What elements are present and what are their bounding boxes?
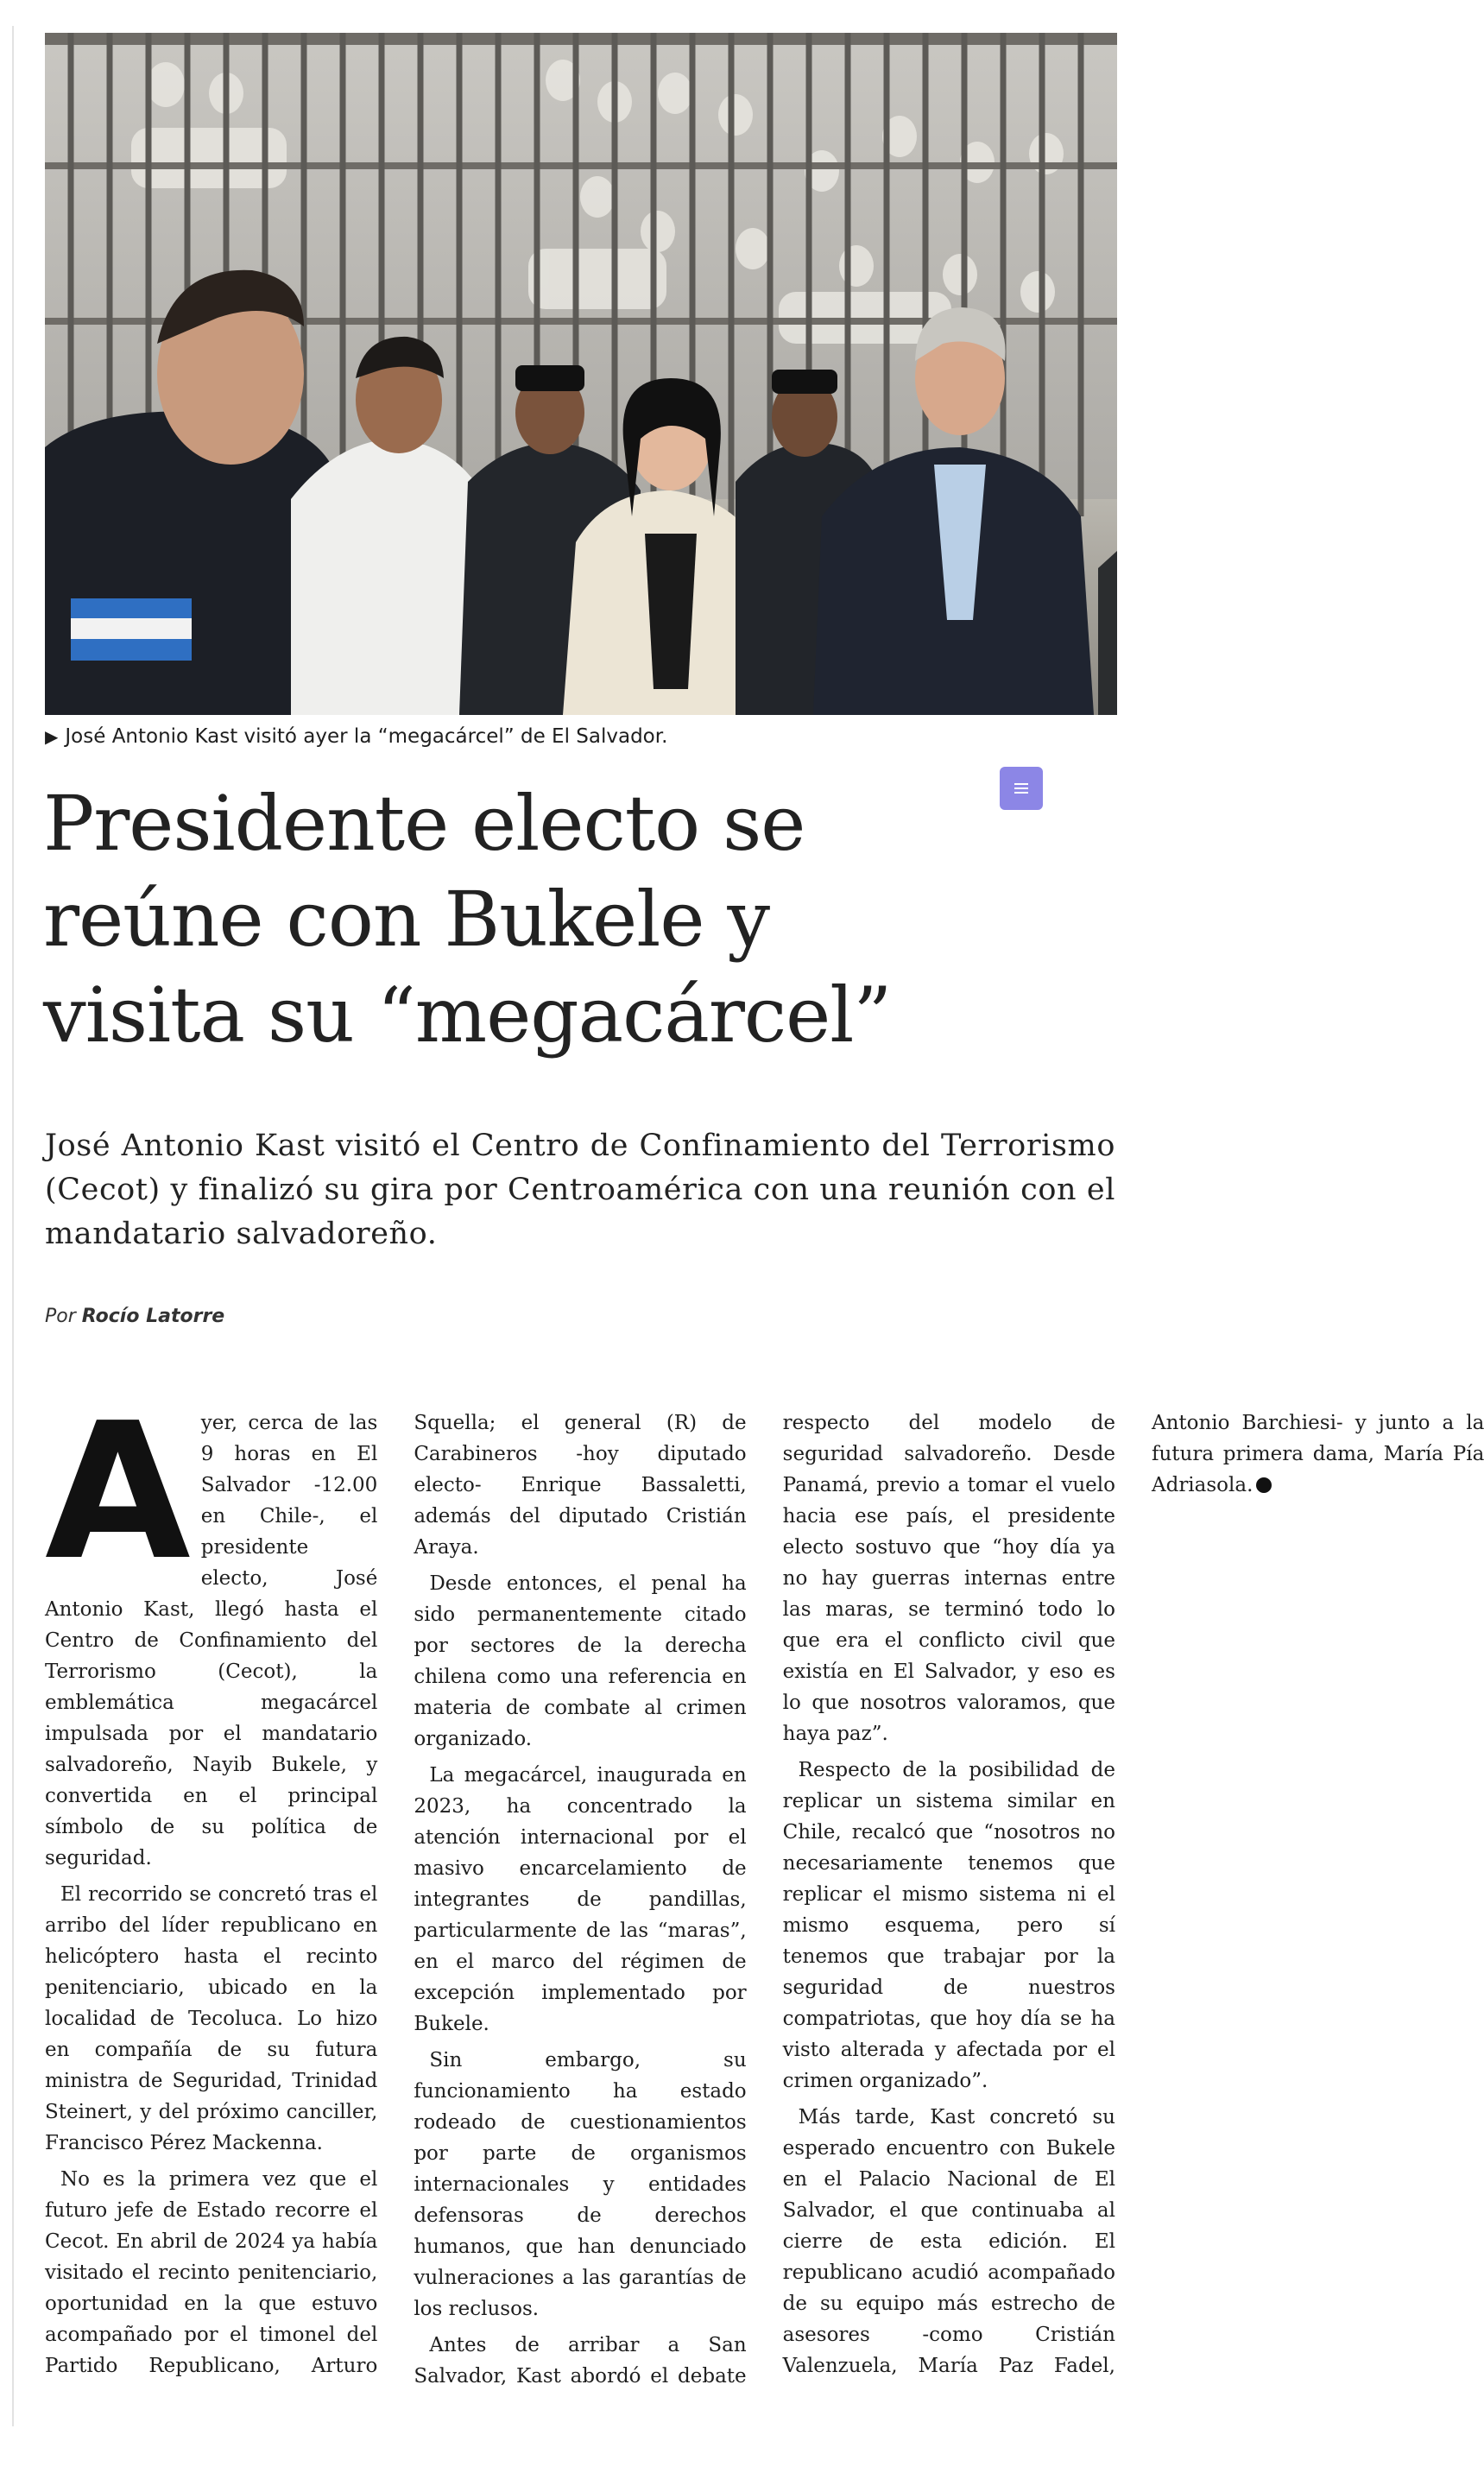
headline-line-1: Presidente electo se [43, 779, 805, 868]
byline-prefix: Por [45, 1306, 76, 1327]
caption-arrow-icon: ▶ [45, 726, 59, 747]
paragraph-8: Respecto de la posibilidad de replicar un sistema similar en Chile, recalcó que “nosotros no necesariamente tenemos que replicar el mismo sistema ni el mismo esquema, pero sí tenemos que trabajar por la seguridad de nuestros compatriotas, que hoy día se ha visto alterada y afectada por el crimen organizado”. [782, 1759, 1115, 2092]
drop-cap: A [45, 1383, 191, 1602]
photo-caption [45, 725, 1117, 748]
article-photo [45, 33, 1117, 715]
standfirst: José Antonio Kast visitó el Centro de Confinamiento del Terrorismo (Cecot) y finalizó su gira por Centroamérica con una reunión con el mandatario salvadoreño. [45, 1129, 1115, 1251]
end-mark-icon [1256, 1477, 1272, 1493]
paragraph-3: No es la primera vez que el futuro jefe de Estado recorre el Cecot. En abril de 2024 ya había visitado el recinto penitenciario, oportunidad en la que estuvo acompañado por el timonel del Partido Republicano, Arturo Squella; el general (R) de Carabineros -hoy diputado electo- Enrique Bassaletti, además del diputado Cristián Araya. [45, 1412, 747, 2377]
paragraph-1-text: yer, cerca de las 9 horas en El Salvador -12.00 en Chile-, el presidente electo, José Antonio Kast, llegó hasta el Centro de Confinamiento del Terrorismo (Cecot), la emblemática megacárcel impulsada por el mandatario salvadoreño, Nayib Bukele, y convertida en el principal símbolo de su política de seguridad. [45, 1412, 378, 1869]
byline-author: Rocío Latorre [81, 1306, 225, 1327]
paragraph-4: Desde entonces, el penal ha sido permanentemente citado por sectores de la derecha chilena como una referencia en materia de combate al crimen organizado. [414, 1572, 747, 1750]
headline-line-2: reúne con Bukele y [43, 875, 770, 964]
headline-line-3: visita su “megacárcel” [43, 971, 892, 1059]
paragraph-6: Sin embargo, su funcionamiento ha estado rodeado de cuestionamientos por parte de organismos internacionales y entidades defensoras de derechos humanos, que han denunciado vulneraciones a las garantías de los reclusos. [414, 2049, 747, 2320]
paragraph-7: Antes de arribar a San Salvador, Kast abordó el debate respecto del modelo de seguridad salvadoreño. Desde Panamá, previo a tomar el vuelo hacia ese país, el presidente electo sostuvo que “hoy día ya no hay guerras internas entre las maras, se terminó todo lo que era el conflicto civil que existía en El Salvador, y eso es lo que nosotros valoramos, que haya paz”. [414, 1412, 1115, 2388]
caption-text: José Antonio Kast visitó ayer la “megacárcel” de El Salvador. [65, 725, 668, 748]
paragraph-1 [45, 1383, 378, 1874]
paragraph-5: La megacárcel, inaugurada en 2023, ha concentrado la atención internacional por el masivo encarcelamiento de integrantes de pandillas, particularmente de las “maras”, en el marco del régimen de excepción implementado por Bukele. [414, 1764, 747, 2035]
paragraph-2: El recorrido se concretó tras el arribo del líder republicano en helicóptero hasta el recinto penitenciario, ubicado en la localidad de Tecoluca. Lo hizo en compañía de su futura ministra de Seguridad, Trinidad Steinert, y del próximo canciller, Francisco Pérez Mackenna. [45, 1883, 378, 2154]
article-body [45, 1383, 1484, 2409]
headline [43, 775, 1114, 1063]
byline [45, 1306, 224, 1327]
page-margin-rule [12, 26, 14, 2426]
paragraph-9-text: Más tarde, Kast concretó su esperado encuentro con Bukele en el Palacio Nacional de El Salvador, el que continuaba al cierre de esta edición. El republicano acudió acompañado de su equipo más estrecho de asesores -como Cristián Valenzuela, María Paz Fadel, Antonio Barchiesi- y junto a la futura primera dama, María Pía Adriasola. [782, 1412, 1484, 2377]
